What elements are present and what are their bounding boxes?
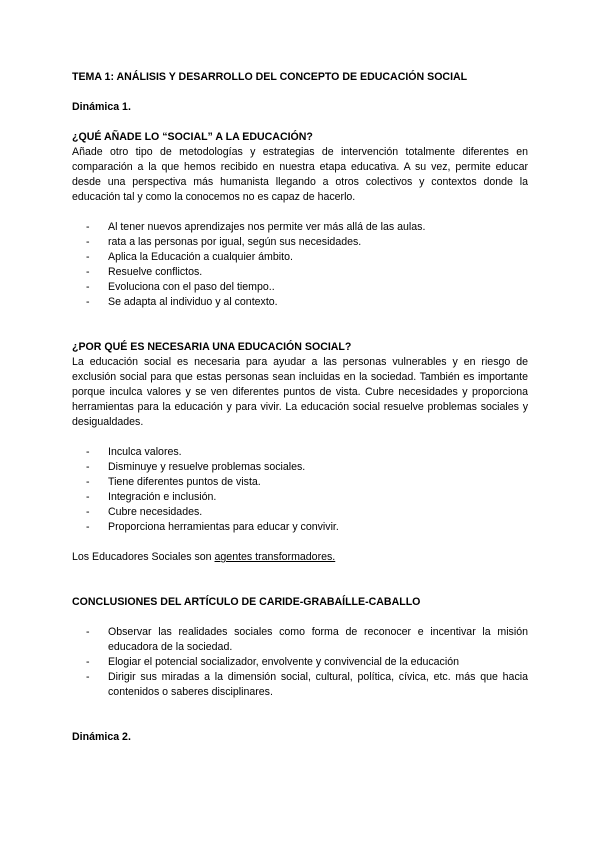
- dinamica-1-label: Dinámica 1.: [72, 101, 131, 113]
- list-item: - Dirigir sus miradas a la dimensión social, cultural, política, cívica, etc. más que hacia contenidos o saberes disciplinares.: [86, 670, 528, 700]
- list-item: - Integración e inclusión.: [86, 490, 528, 505]
- dinamica-2-label: Dinámica 2.: [72, 731, 131, 743]
- list-item: - Observar las realidades sociales como forma de reconocer e incentivar la misión educadora de la sociedad.: [86, 625, 528, 655]
- list-item: - Se adapta al individuo y al contexto.: [86, 295, 528, 310]
- agentes-transformadores-link[interactable]: agentes transformadores.: [214, 551, 336, 563]
- document-page: [72, 70, 528, 760]
- section-3-list: [72, 625, 528, 700]
- list-item: - Evoluciona con el paso del tiempo..: [86, 280, 528, 295]
- section-2-heading: ¿POR QUÉ ES NECESARIA UNA EDUCACIÓN SOCIAL?: [72, 341, 352, 353]
- list-item: - Resuelve conflictos.: [86, 265, 528, 280]
- section-3-heading: CONCLUSIONES DEL ARTÍCULO DE CARIDE-GRABAÍLLE-CABALLO: [72, 596, 421, 608]
- list-item: - Cubre necesidades.: [86, 505, 528, 520]
- spacer: [72, 715, 528, 730]
- section-1-list: [72, 220, 528, 310]
- list-item: - Elogiar el potencial socializador, envolvente y convivencial de la educación: [86, 655, 528, 670]
- list-item: - Aplica la Educación a cualquier ámbito.: [86, 250, 528, 265]
- list-item: - Disminuye y resuelve problemas sociales.: [86, 460, 528, 475]
- list-item: - rata a las personas por igual, según sus necesidades.: [86, 235, 528, 250]
- list-item: - Inculca valores.: [86, 445, 528, 460]
- document-title: TEMA 1: ANÁLISIS Y DESARROLLO DEL CONCEPTO DE EDUCACIÓN SOCIAL: [72, 71, 468, 83]
- section-2-closing: [72, 550, 528, 565]
- list-item: - Al tener nuevos aprendizajes nos permite ver más allá de las aulas.: [86, 220, 528, 235]
- section-2-list: [72, 445, 528, 535]
- list-item: - Tiene diferentes puntos de vista.: [86, 475, 528, 490]
- section-1-heading: ¿QUÉ AÑADE LO “SOCIAL” A LA EDUCACIÓN?: [72, 131, 313, 143]
- section-2-paragraph: La educación social es necesaria para ayudar a las personas vulnerables y en riesgo de exclusión social para que estas personas sean incluidas en la sociedad. También es importante porque inculca valores y se ven diferentes puntos de vista. Cubre necesidades y proporciona herramientas para la educación y para vivir. La educación social resuelve problemas sociales y desigualdades.: [72, 356, 528, 428]
- section-1-paragraph: Añade otro tipo de metodologías y estrategias de intervención totalmente diferentes en comparación a la que hemos recibido en nuestra etapa educativa. A su vez, permite educar desde una perspectiva más humanista llegando a otros colectivos y contextos donde la educación tal y como la conocemos no es capaz de hacerlo.: [72, 146, 528, 203]
- closing-text: Los Educadores Sociales son: [72, 551, 215, 563]
- list-item: - Proporciona herramientas para educar y convivir.: [86, 520, 528, 535]
- spacer: [72, 580, 528, 595]
- spacer: [72, 325, 528, 340]
